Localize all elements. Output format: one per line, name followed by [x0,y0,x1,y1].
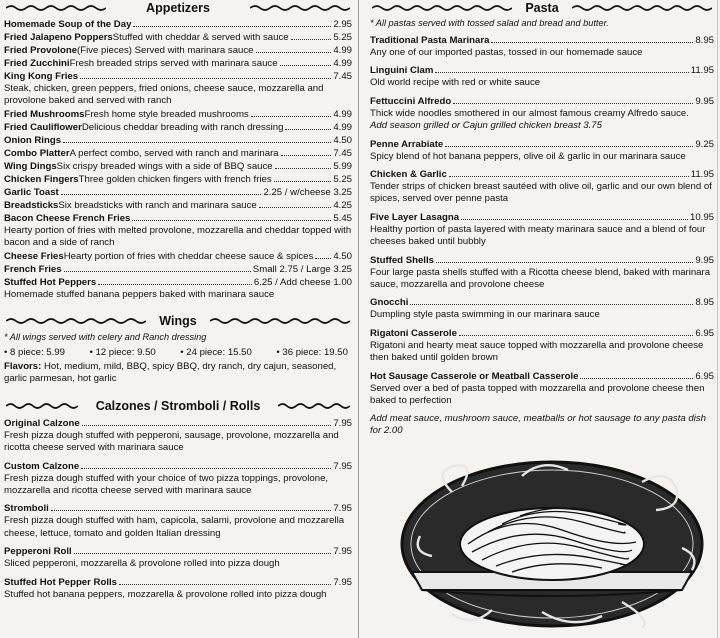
item-desc: Six crispy breaded wings with a side of BBQ sauce [56,160,273,172]
menu-item [370,211,714,224]
item-price: 11.95 [690,169,714,181]
item-price: 2.95 [333,19,352,30]
menu-item [4,173,352,186]
appetizers-title: Appetizers [142,1,214,15]
item-name: Onion Rings [4,134,62,146]
item-price: 7.95 [333,503,352,515]
item-description: Steak, chicken, green peppers, fried onions, cheese sauce, mozzarella and provolone baked and served with ranch [4,83,324,107]
item-name: Hot Sausage Casserole or Meatball Casserole [370,370,579,382]
wave-ornament-icon [278,402,350,410]
wave-ornament-icon [6,4,106,12]
item-description: Any one of our imported pastas, tossed in our homemade sauce [370,47,643,58]
menu-item [4,70,352,83]
menu-item [4,250,352,263]
item-description: Healthy portion of pasta layered with meaty marinara sauce and a blend of four cheeses baked until bubbly [370,223,706,248]
item-description: Spicy blend of hot banana peppers, olive oil & garlic in our marinara sauce [370,150,686,162]
item-name: Fried Mushrooms [4,108,85,120]
item-desc: Fresh breaded strips served with marinara sauce [69,58,278,69]
pasta-addon-note: Add meat sauce, mushroom sauce, meatballs or hot sausage to any pasta dish for 2.00 [370,412,706,436]
item-name: King Kong Fries [4,71,79,82]
item-desc: Fresh home style breaded mushrooms [84,108,249,120]
item-name: Rigatoni Casserole [370,327,457,339]
item-name: Stuffed Hot Peppers [4,276,97,288]
pasta-header [370,0,714,16]
item-name: Garlic Toast [4,186,59,198]
item-name: Linguini Clam [370,65,434,77]
item-price: 4.50 [333,134,352,146]
item-desc: Delicious cheddar breading with ranch dressing [81,121,284,133]
menu-item [4,576,352,589]
item-name: Chicken Fingers [4,173,79,185]
item-name: Pepperoni Roll [4,546,72,558]
item-desc: Six breadsticks with ranch and marinara sauce [58,199,257,211]
wing-price: • 24 piece: 15.50 [180,347,252,359]
wing-price: • 36 piece: 19.50 [276,347,348,359]
item-description: Stuffed hot banana peppers, mozzarella & provolone rolled into pizza dough [4,588,327,600]
menu-item [370,254,714,267]
item-name: Stuffed Shells [370,254,434,266]
item-price: 4.99 [333,121,352,133]
wing-price: • 12 piece: 9.50 [89,347,156,359]
item-description: Sliced pepperoni, mozzarella & provolone rolled into pizza dough [4,558,280,570]
item-price: 6.95 [695,327,714,339]
menu-item [4,276,352,289]
item-name: French Fries [4,263,62,275]
item-price: 11.95 [690,65,714,77]
menu-item [4,121,352,134]
appetizers-list [4,18,352,301]
item-price: 6.25 / Add cheese 1.00 [253,276,352,288]
calzones-title: Calzones / Stromboli / Rolls [92,399,265,413]
item-price: 4.25 [333,199,352,211]
item-price: 4.99 [333,45,352,56]
item-price: 10.95 [689,211,714,223]
menu-item [4,108,352,121]
menu-item [4,545,352,558]
menu-item [370,296,714,309]
menu-item [4,18,352,31]
menu-item [370,64,714,77]
item-description: Fresh pizza dough stuffed with ham, capicola, salami, provolone and mozzarella cheese, lettuce, tomato and golden Italian dressing [4,515,345,539]
item-addon: Add season grilled or Cajun grilled chicken breast 3.75 [370,120,602,132]
calzones-header [4,398,352,414]
wings-header [4,313,352,329]
item-name: Combo Platter [4,147,70,159]
item-name: Chicken & Garlic [370,169,447,181]
menu-item [4,199,352,212]
menu-item [4,160,352,173]
item-name: Fettuccini Alfredo [370,95,452,107]
menu-item [4,147,352,160]
wing-price: • 8 piece: 5.99 [4,347,65,359]
item-price: 7.45 [333,71,352,82]
item-name: Bacon Cheese French Fries [4,212,131,224]
item-description: Served over a bed of pasta topped with mozzarella and provolone cheese then baked to perfection [370,382,705,407]
menu-item [4,460,352,473]
item-price: 4.99 [333,58,352,69]
item-price: 9.25 [695,138,714,150]
item-price: 9.95 [695,95,714,107]
menu-item [370,370,714,383]
item-price: 5.25 [333,173,352,185]
item-price: 5.45 [333,212,352,224]
item-price: 7.95 [333,460,352,472]
item-description: Homemade stuffed banana peppers baked with marinara sauce [4,288,275,300]
item-description: Fresh pizza dough stuffed with pepperoni, sausage, provolone, mozzarella and ricotta cheese served with marinara sauce [4,429,339,454]
wave-ornament-icon [210,317,350,325]
item-description: Old world recipe with red or white sauce [370,77,541,89]
item-price: 9.95 [695,254,714,266]
wave-ornament-icon [6,402,78,410]
right-column [370,0,714,638]
item-description: Rigatoni and hearty meat sauce topped with mozzarella and provolone cheese then baked until golden brown [370,339,704,364]
wings-note: * All wings served with celery and Ranch dressing [4,332,207,343]
item-description: Thick wide noodles smothered in our almost famous creamy Alfredo sauce. [370,107,689,119]
menu-item [370,34,714,47]
item-name: Fried Jalapeno Poppers [4,32,113,43]
wave-ornament-icon [372,4,512,12]
item-price: 5.99 [333,160,352,172]
item-name: Fried Zucchini [4,58,70,69]
menu-item [4,502,352,515]
item-name: Traditional Pasta Marinara [370,35,490,46]
item-desc: (Five pieces) Served with marinara sauce [77,45,254,56]
menu-item [4,263,352,276]
flavors-label: Flavors: [4,361,42,373]
left-column [4,0,352,638]
item-desc: Three golden chicken fingers with french fries [78,173,272,185]
menu-item [370,168,714,181]
item-price: 8.95 [695,297,714,309]
item-price: 7.95 [333,417,352,429]
item-desc: Hearty portion of fries with cheddar cheese sauce & spices [63,250,314,262]
calzones-list [4,417,352,601]
item-name: Cheese Fries [4,250,64,262]
wave-ornament-icon [250,4,350,12]
pasta-list [370,34,714,437]
appetizers-header [4,0,352,16]
item-price: 8.95 [695,35,714,46]
menu-item [4,186,352,199]
item-name: Homemade Soup of the Day [4,19,132,30]
item-desc: Stuffed with cheddar & served with sauce [112,32,289,43]
menu-item [4,44,352,57]
item-price: Small 2.75 / Large 3.25 [252,263,352,275]
item-price: 4.99 [333,108,352,120]
column-divider [358,0,359,638]
item-name: Penne Arrabiate [370,138,444,150]
item-name: Gnocchi [370,297,409,309]
item-price: 7.95 [333,576,352,588]
menu-item [4,417,352,430]
item-price: 2.25 / w/cheese 3.25 [263,186,352,198]
item-price: 7.95 [333,546,352,558]
item-name: Wing Dings [4,160,57,172]
menu-item [4,31,352,44]
item-price: 6.95 [695,370,714,382]
item-name: Breadsticks [4,199,59,211]
item-name: Stuffed Hot Pepper Rolls [4,576,117,588]
wings-title: Wings [155,314,200,328]
item-name: Stromboli [4,503,49,515]
menu-item [370,138,714,151]
item-description: Dumpling style pasta swimming in our marinara sauce [370,309,600,321]
wings-prices [4,346,348,359]
spaghetti-plate-icon [392,452,712,636]
item-description: Fresh pizza dough stuffed with your choice of two pizza toppings, provolone, mozzarella and ricotta cheese served with marinara sauce [4,472,329,497]
menu-item [370,95,714,108]
item-name: Original Calzone [4,417,80,429]
pasta-title: Pasta [521,1,562,15]
item-price: 5.25 [333,32,352,43]
pasta-note: * All pastas served with tossed salad and bread and butter. [370,18,609,28]
menu-item [4,212,352,225]
menu-item [4,134,352,147]
menu-item [4,57,352,70]
item-name: Five Layer Lasagna [370,211,460,223]
item-desc: A perfect combo, served with ranch and marinara [69,147,279,159]
item-description: Hearty portion of fries with melted provolone, mozzarella and cheddar topped with bacon and a side of ranch [4,224,352,249]
wave-ornament-icon [6,317,146,325]
item-name: Custom Calzone [4,460,80,472]
item-description: Tender strips of chicken breast sautéed with olive oil, garlic and our own blend of spices, served over penne pasta [370,181,712,205]
item-name: Fried Provolone [4,45,78,56]
item-description: Four large pasta shells stuffed with a Ricotta cheese blend, baked with marinara sauce, mozzarella and provolone cheese [370,266,711,291]
page-edge [717,0,718,638]
flavors-list: Hot, medium, mild, BBQ, spicy BBQ, dry ranch, dry cajun, seasoned, garlic parmesan, hot garlic [4,361,337,385]
item-price: 4.50 [333,250,352,262]
menu-item [370,327,714,340]
item-price: 7.45 [333,147,352,159]
item-name: Fried Cauliflower [4,121,82,133]
wave-ornament-icon [572,4,712,12]
wing-flavors [4,361,352,386]
